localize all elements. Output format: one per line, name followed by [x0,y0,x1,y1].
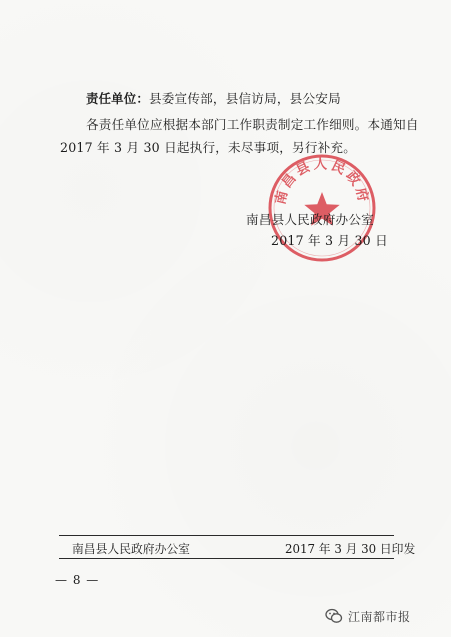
sign-date: 2017 年 3 月 30 日 [271,233,388,248]
responsible-label: 责任单位： [86,91,149,106]
watermark-text: 江南都市报 [348,609,411,624]
footer-divider-top [59,535,394,536]
body-paragraph-line-1: 各责任单位应根据本部门工作职责制定工作细则。本通知自 [86,117,419,132]
footer-issue-date: 2017 年 3 月 30 日印发 [285,542,416,556]
responsible-units: 县委宣传部，县信访局，县公安局 [148,91,341,106]
footer-divider-bottom [59,558,394,559]
responsible-units-line [86,88,341,107]
body-paragraph-line-2: 2017 年 3 月 30 日起执行，未尽事项，另行补充。 [60,140,356,155]
signer-name: 南昌县人民政府办公室 [246,212,374,227]
page-number: — 8 — [55,573,100,587]
footer-issuer: 南昌县人民政府办公室 [72,542,190,556]
watermark [325,607,411,625]
wechat-chat-bubble-icon [325,607,343,625]
seal-text: 南昌县人民政府 [272,156,372,206]
